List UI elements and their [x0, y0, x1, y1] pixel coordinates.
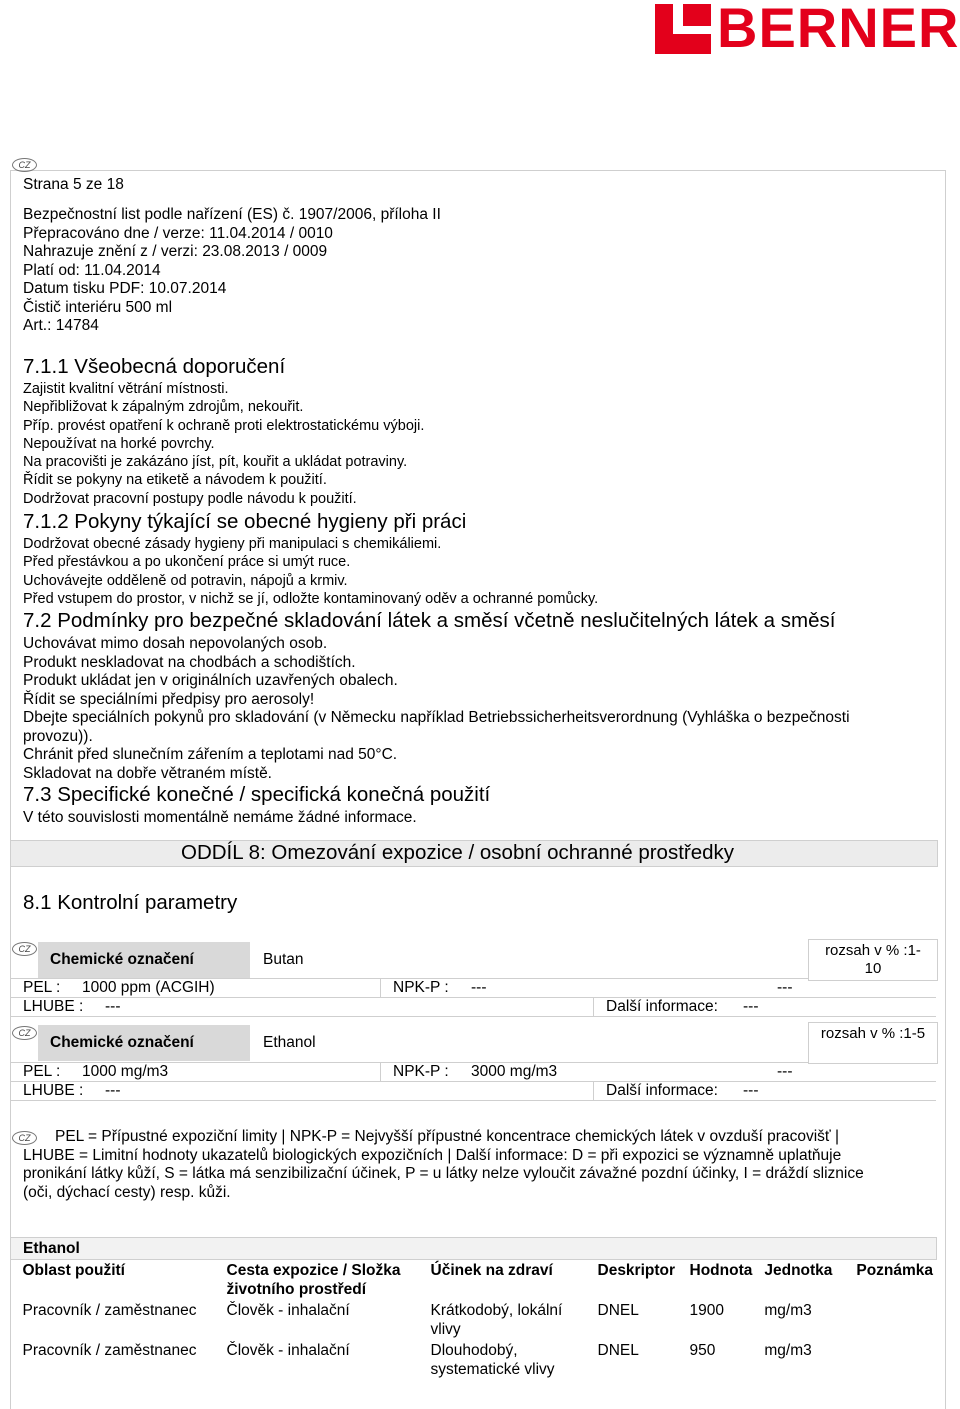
table-cell: 950 — [689, 1342, 716, 1359]
brand-name: BERNER — [717, 0, 960, 59]
header-line: Bezpečnostní list podle nařízení (ES) č. 1907/2006, příloha II — [23, 206, 441, 223]
berner-logo-mark-icon — [655, 4, 711, 54]
text-line: Nepoužívat na horké povrchy. — [23, 435, 215, 452]
dalsi-value: --- — [743, 1082, 759, 1099]
section-body-7-3: V této souvislosti momentálně nemáme žádné informace. — [23, 809, 417, 826]
chemical-name: Butan — [263, 951, 304, 968]
table-row — [11, 1300, 937, 1340]
column-header: Poznámka — [856, 1262, 934, 1279]
npk-value: 3000 mg/m3 — [471, 1063, 558, 1080]
section-8-title: ODDÍL 8: Omezování expozice / osobní ochranné prostředky — [181, 841, 735, 864]
table-cell: 1900 — [689, 1302, 724, 1319]
lhube-label: LHUBE : — [23, 998, 84, 1015]
row-divider — [10, 997, 936, 998]
section-8-1-title: 8.1 Kontrolní parametry — [23, 891, 238, 914]
npk-label: NPK-P : — [393, 979, 449, 996]
cell-divider — [380, 1062, 381, 1081]
table-cell: Pracovník / zaměstnanec — [22, 1302, 197, 1319]
section-title-7-1-2: 7.1.2 Pokyny týkající se obecné hygieny při práci — [23, 510, 467, 533]
table-cell: mg/m3 — [764, 1342, 812, 1359]
table-cell: DNEL — [597, 1302, 639, 1319]
document-header — [23, 206, 441, 336]
npk-label: NPK-P : — [393, 1063, 449, 1080]
table-cell — [844, 1340, 936, 1380]
dalsi-label: Další informace: — [606, 1082, 718, 1099]
section-title-7-2: 7.2 Podmínky pro bezpečné skladování látek a směsí včetně neslučitelných látek a směsí — [23, 609, 836, 632]
section-body-7-2 — [23, 635, 850, 783]
dalsi-label: Další informace: — [606, 998, 718, 1015]
section-body-7-1-1 — [23, 380, 424, 508]
section-8-header-bar — [10, 840, 938, 867]
column-header: Jednotka — [764, 1262, 833, 1279]
text-line: provozu)). — [23, 727, 93, 745]
pel-value: 1000 ppm (ACGIH) — [82, 979, 215, 996]
text-line: Před přestávkou a po ukončení práce si umýt ruce. — [23, 554, 351, 571]
extra-dash: --- — [777, 1063, 793, 1080]
lhube-value: --- — [105, 998, 121, 1015]
text-line: Dodržovat obecné zásady hygieny při manipulaci s chemikáliemi. — [23, 536, 442, 552]
column-header: Oblast použití — [22, 1262, 125, 1279]
header-line: Datum tisku PDF: 10.07.2014 — [23, 280, 227, 297]
page-number: Strana 5 ze 18 — [23, 176, 124, 193]
text-line: Produkt ukládat jen v originálních uzavřených obalech. — [23, 672, 398, 689]
table-cell: mg/m3 — [764, 1302, 812, 1319]
table-cell: Krátkodobý, lokální vlivy — [430, 1302, 563, 1338]
cz-badge: CZ — [12, 1131, 37, 1145]
dnel-table — [10, 1237, 937, 1380]
header-line: Přepracováno dne / verze: 11.04.2014 / 0010 — [23, 224, 333, 242]
range-text: rozsah v % :1-10 — [825, 942, 921, 977]
cell-divider — [593, 1081, 594, 1100]
header-line: Platí od: 11.04.2014 — [23, 261, 161, 279]
section-title-7-1-1: 7.1.1 Všeobecná doporučení — [23, 355, 286, 378]
table-header-row — [11, 1260, 937, 1301]
column-header: Cesta expozice / Složka životního prostředí — [226, 1262, 401, 1298]
header-line: Nahrazuje znění z / verzi: 23.08.2013 / 0009 — [23, 243, 328, 260]
legend-line: PEL = Přípustné expoziční limity | NPK-P = Nejvyšší přípustné koncentrace chemických látek v ovzduší pracovišť | — [55, 1128, 840, 1145]
cz-badge: CZ — [12, 1026, 37, 1040]
row-divider — [10, 1016, 936, 1017]
section-body-7-1-2 — [23, 535, 598, 608]
table-cell: Člověk - inhalační — [226, 1302, 350, 1319]
table-cell: Člověk - inhalační — [226, 1342, 350, 1359]
text-line: Dodržovat pracovní postupy podle návodu k použití. — [23, 490, 357, 507]
text-line: Chránit před slunečním zářením a teplotami nad 50°C. — [23, 746, 398, 763]
text-line: Řídit se speciálními předpisy pro aerosoly! — [23, 690, 315, 708]
cz-badge: CZ — [12, 942, 37, 956]
table-title-row — [11, 1238, 937, 1260]
concentration-range — [808, 939, 938, 981]
chemical-label-cell — [38, 942, 250, 978]
text-line: Na pracovišti je zakázáno jíst, pít, kouřit a ukládat potraviny. — [23, 454, 408, 471]
legend-line: (oči, dýchací cesty) resp. kůži. — [23, 1183, 231, 1201]
column-header: Hodnota — [689, 1262, 753, 1279]
text-line: Dbejte speciálních pokynů pro skladování (v Německu například Betriebssicherheitsverordnung (Vyhláška o bezpečnosti — [23, 709, 850, 726]
table-cell: DNEL — [597, 1342, 639, 1359]
table-row — [11, 1340, 937, 1380]
chemical-label: Chemické označení — [50, 1034, 194, 1051]
text-line: Před vstupem do prostor, v nichž se jí, odložte kontaminovaný oděv a ochranné pomůcky. — [23, 590, 599, 607]
chemical-label: Chemické označení — [50, 951, 194, 968]
extra-dash: --- — [777, 979, 793, 996]
header-line: Art.: 14784 — [23, 317, 99, 334]
pel-label: PEL : — [23, 979, 61, 996]
legend-line: LHUBE = Limitní hodnoty ukazatelů biologických expozičních | Další informace: D = při expozici se významně uplatňuje — [23, 1146, 842, 1164]
range-text: rozsah v % :1-5 — [820, 1025, 926, 1042]
text-line: Skladovat na dobře větraném místě. — [23, 764, 272, 782]
header-line: Čistič interiéru 500 ml — [23, 298, 173, 316]
text-line: Produkt neskladovat na chodbách a schodištích. — [23, 653, 356, 671]
legend-line: pronikání látky kůží, S = látka má senzibilizační účinek, P = u látky nelze vyloučit závažné pozdní účinky, I = dráždí sliznice — [23, 1165, 864, 1182]
section-title-7-3: 7.3 Specifické konečné / specifická konečná použití — [23, 783, 491, 806]
cell-divider — [593, 997, 594, 1016]
text-line: Zajistit kvalitní větrání místnosti. — [23, 381, 229, 397]
table-cell: Pracovník / zaměstnanec — [22, 1342, 197, 1359]
text-line: Řídit se pokyny na etiketě a návodem k použití. — [23, 472, 327, 489]
text-line: Příp. provést opatření k ochraně proti elektrostatickému výboji. — [23, 417, 425, 434]
row-divider — [10, 1100, 936, 1101]
cz-badge: CZ — [12, 158, 37, 172]
pel-label: PEL : — [23, 1063, 61, 1080]
cell-divider — [380, 978, 381, 997]
table-cell: Dlouhodobý, systematické vlivy — [430, 1342, 555, 1378]
text-line: Nepřibližovat k zápalným zdrojům, nekouřit. — [23, 399, 304, 416]
text-line: Uchovávejte odděleně od potravin, nápojů a krmiv. — [23, 572, 348, 589]
lhube-value: --- — [105, 1082, 121, 1099]
text-line: Uchovávat mimo dosah nepovolaných osob. — [23, 635, 328, 652]
lhube-label: LHUBE : — [23, 1082, 84, 1099]
concentration-range — [808, 1022, 938, 1064]
pel-value: 1000 mg/m3 — [82, 1063, 169, 1080]
npk-value: --- — [471, 979, 487, 996]
column-header: Deskriptor — [597, 1262, 676, 1279]
table-title: Ethanol — [11, 1238, 937, 1260]
row-divider — [10, 1081, 936, 1082]
chemical-name: Ethanol — [263, 1034, 316, 1051]
dalsi-value: --- — [743, 998, 759, 1015]
column-header: Účinek na zdraví — [430, 1262, 553, 1279]
chemical-label-cell — [38, 1025, 250, 1061]
table-cell — [844, 1300, 936, 1340]
abbreviations-legend — [23, 1128, 928, 1202]
